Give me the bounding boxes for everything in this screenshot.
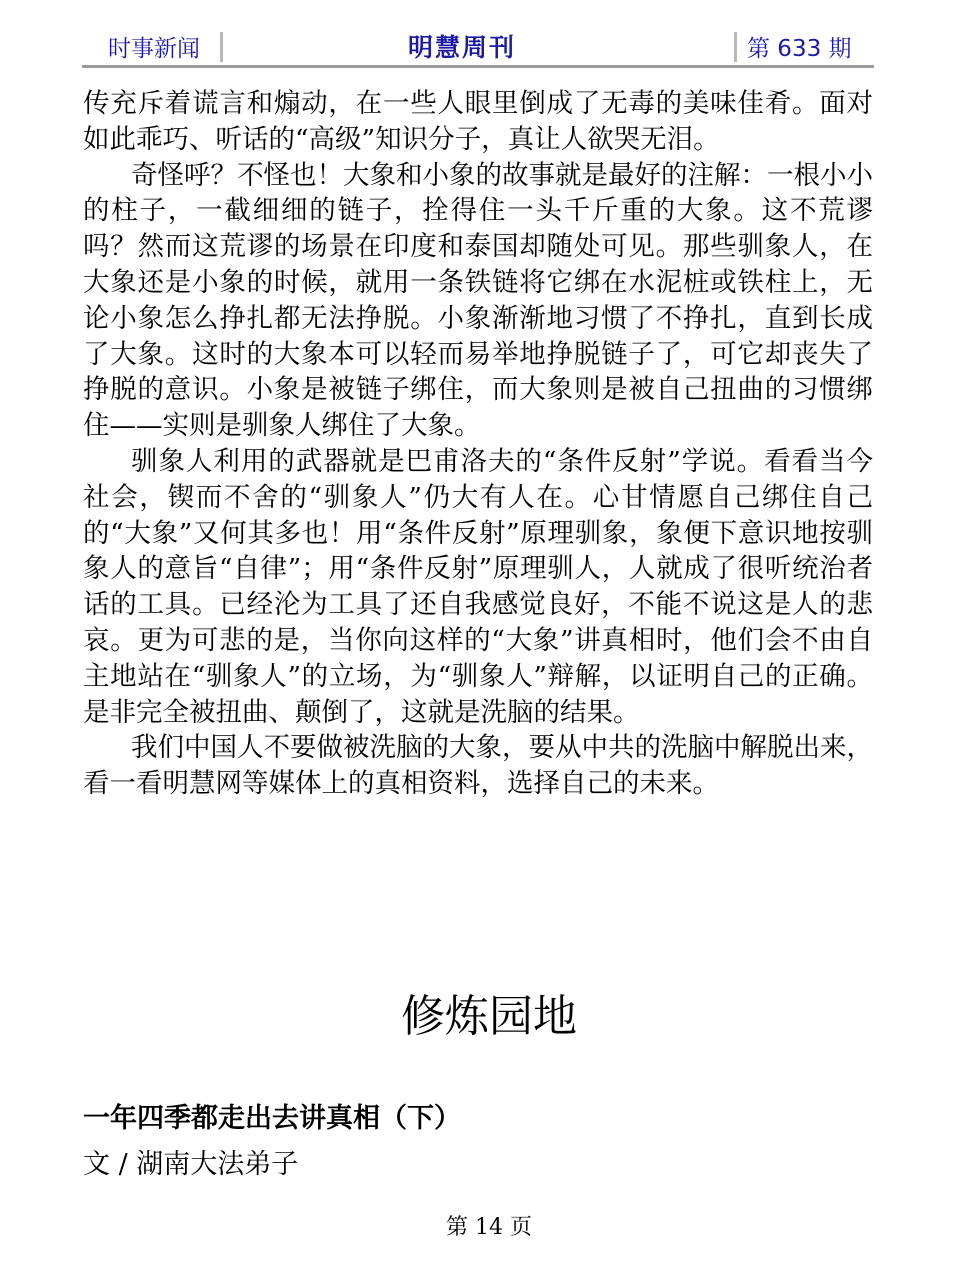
article-title: 一年四季都走出去讲真相（下）: [83, 1103, 461, 1134]
header-rule: [82, 65, 874, 68]
body-paragraph: 我们中国人不要做被洗脑的大象，要从中共的洗脑中解脱出来，看一看明慧网等媒体上的真相资料，选择自己的未来。: [83, 732, 873, 800]
section-title: 修炼园地: [401, 991, 577, 1042]
article-byline: 文 / 湖南大法弟子: [83, 1149, 299, 1180]
header-divider: [220, 32, 223, 62]
article-body: [83, 86, 873, 802]
publication-title: 明慧周刊: [408, 33, 517, 62]
body-paragraph: 奇怪呼？不怪也！大象和小象的故事就是最好的注解：一根小小的柱子，一截细细的链子，拴得住一头千斤重的大象。这不荒谬吗？然而这荒谬的场景在印度和泰国却随处可见。那些驯象人，在大象还是小象的时候，就用一条铁链将它绑在水泥桩或铁柱上，无论小象怎么挣扎都无法挣脱。小象渐渐地习惯了不挣扎，直到长成了大象。这时的大象本可以轻而易举地挣脱链子了，可它却丧失了挣脱的意识。小象是被链子绑住，而大象则是被自己扭曲的习惯绑住——实则是驯象人绑住了大象。: [83, 159, 873, 442]
issue-number: 第 633 期: [747, 36, 852, 62]
page-number: 第 14 页: [446, 1215, 532, 1240]
body-paragraph: 传充斥着谎言和煽动，在一些人眼里倒成了无毒的美味佳肴。面对如此乖巧、听话的“高级”知识分子，真让人欲哭无泪。: [83, 88, 873, 155]
header-divider: [734, 32, 737, 62]
body-paragraph: 驯象人利用的武器就是巴甫洛夫的“条件反射”学说。看看当今社会，锲而不舍的“驯象人”仍大有人在。心甘情愿自己绑住自己的“大象”又何其多也！用“条件反射”原理驯象，象便下意识地按驯象人的意旨“自律”；用“条件反射”原理驯人，人就成了很听统治者话的工具。已经沦为工具了还自我感觉良好，不能不说这是人的悲哀。更为可悲的是，当你向这样的“大象”讲真相时，他们会不由自主地站在“驯象人”的立场，为“驯象人”辩解，以证明自己的正确。是非完全被扭曲、颠倒了，这就是洗脑的结果。: [83, 445, 873, 728]
page-header: [82, 28, 874, 66]
header-section-name: 时事新闻: [108, 36, 200, 62]
